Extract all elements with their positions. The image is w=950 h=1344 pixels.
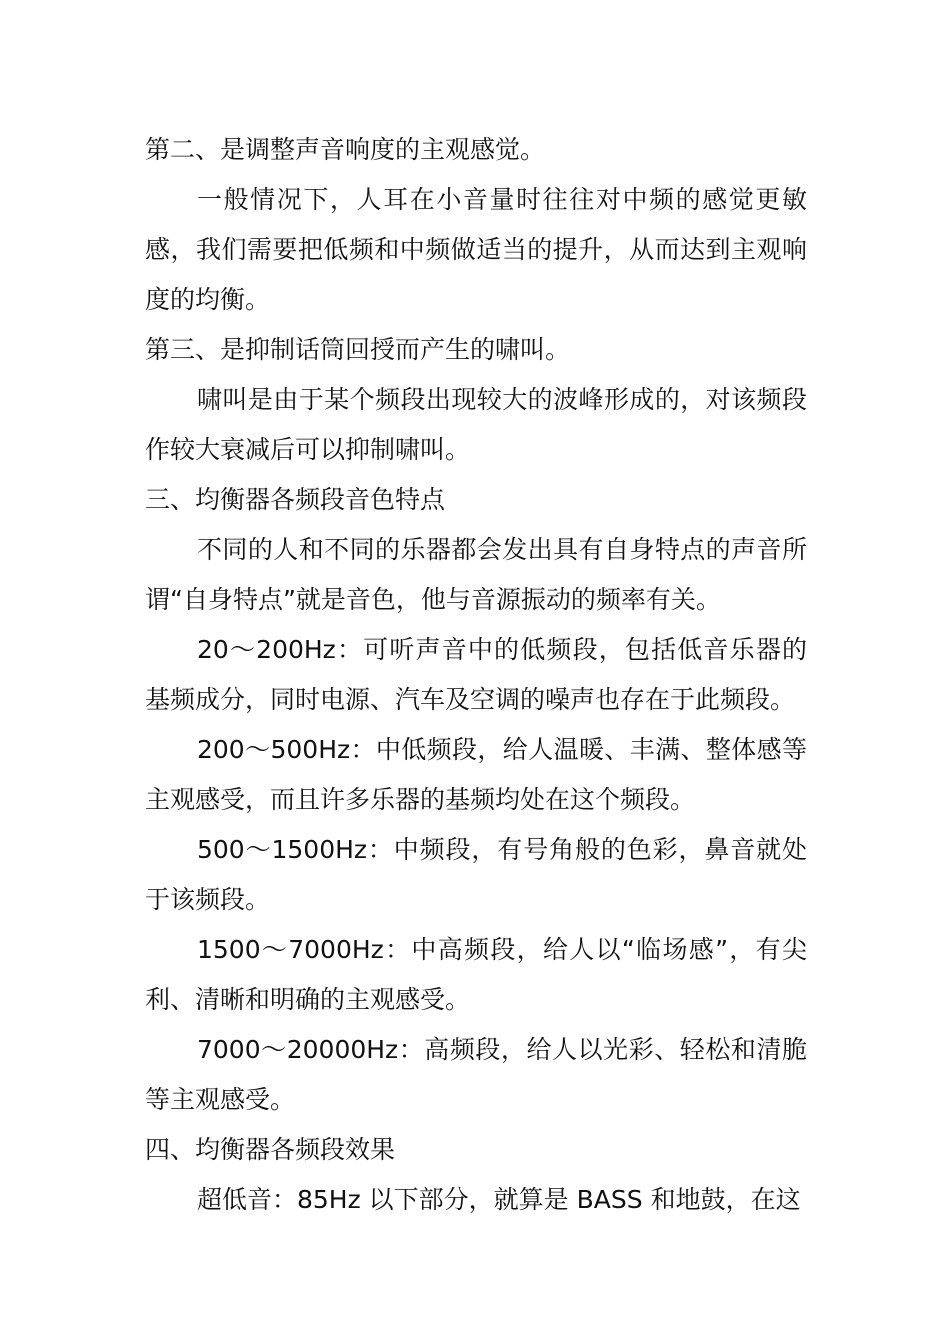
- chapter-heading-3: 三、均衡器各频段音色特点: [145, 485, 446, 514]
- body-paragraph: 不同的人和不同的乐器都会发出具有自身特点的声音所谓“自身特点”就是音色，他与音源振动的频率有关。: [145, 535, 807, 614]
- band-200-500hz-paragraph: 200～500Hz：中低频段，给人温暖、丰满、整体感等主观感受，而且许多乐器的基频均处在这个频段。: [145, 735, 807, 814]
- document-body: [145, 125, 807, 1225]
- band-500-1500hz-paragraph: 500～1500Hz：中频段，有号角般的色彩，鼻音就处于该频段。: [145, 835, 807, 914]
- band-20-200hz-paragraph: 20～200Hz：可听声音中的低频段，包括低音乐器的基频成分，同时电源、汽车及空调的噪声也存在于此频段。: [145, 635, 807, 714]
- body-paragraph: 一般情况下，人耳在小音量时往往对中频的感觉更敏感，我们需要把低频和中频做适当的提升，从而达到主观响度的均衡。: [145, 185, 807, 314]
- band-1500-7000hz-paragraph: 1500～7000Hz：中高频段，给人以“临场感”，有尖利、清晰和明确的主观感受。: [145, 935, 807, 1014]
- band-7000-20000hz-paragraph: 7000～20000Hz：高频段，给人以光彩、轻松和清脆等主观感受。: [145, 1035, 807, 1114]
- chapter-heading-4: 四、均衡器各频段效果: [145, 1135, 396, 1164]
- section-heading-2: 第二、是调整声音响度的主观感觉。: [145, 135, 546, 164]
- sub-bass-paragraph: 超低音：85Hz 以下部分，就算是 BASS 和地鼓，在这: [197, 1185, 801, 1214]
- body-paragraph: 啸叫是由于某个频段出现较大的波峰形成的，对该频段作较大衰减后可以抑制啸叫。: [145, 385, 807, 464]
- section-heading-3: 第三、是抑制话筒回授而产生的啸叫。: [145, 335, 571, 364]
